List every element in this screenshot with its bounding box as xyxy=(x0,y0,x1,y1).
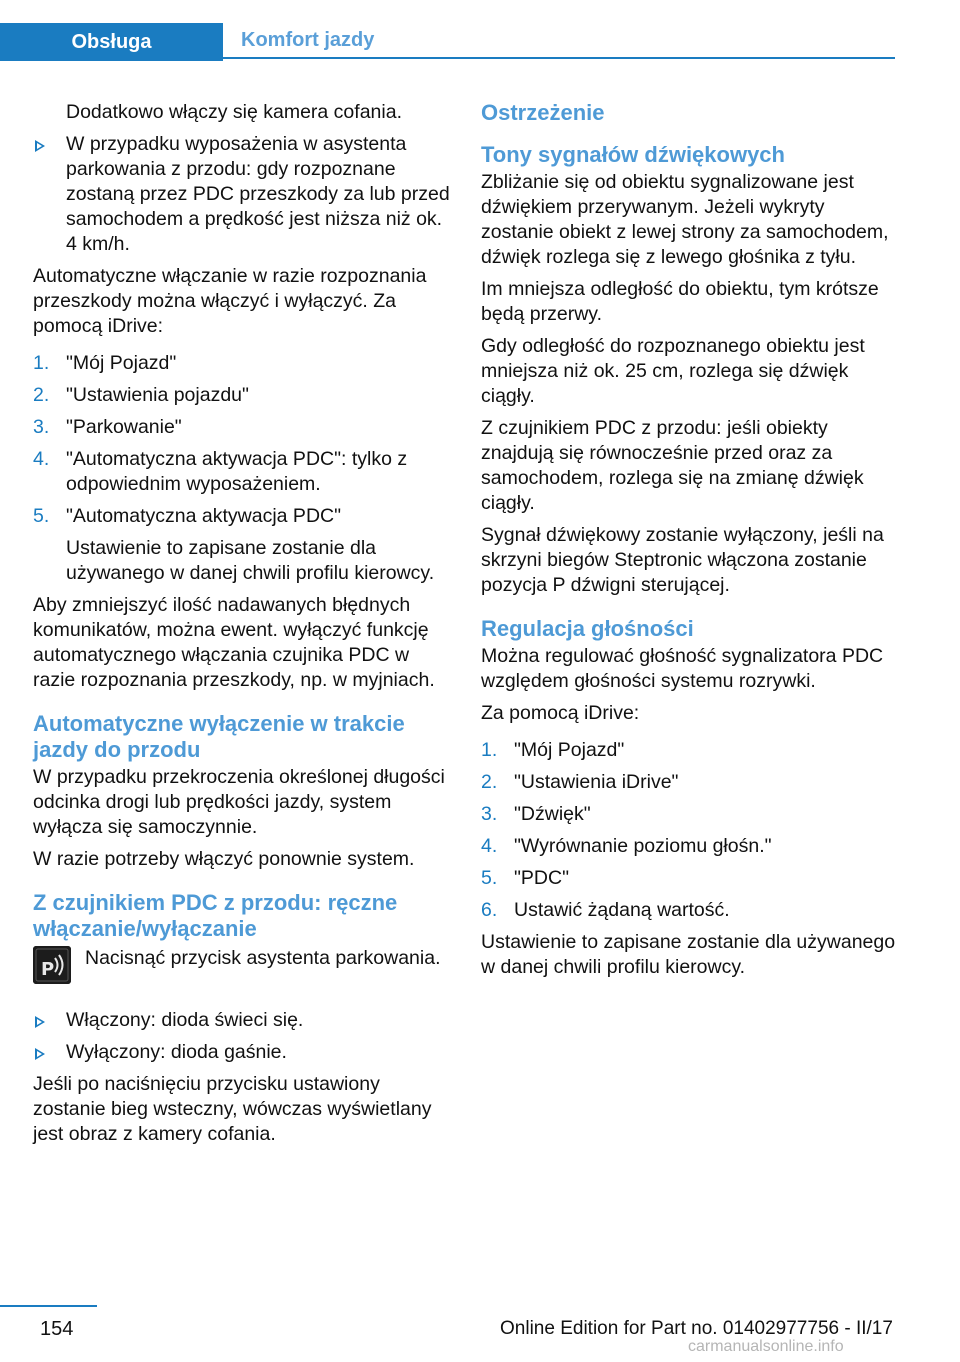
paragraph: W przypadku przekroczenia określonej długości odcinka drogi lub prędkości jazdy, system wyłącza się samoczynnie. xyxy=(33,766,445,838)
list-item xyxy=(481,834,901,859)
list-text: "Mój Pojazd" xyxy=(66,352,177,374)
paragraph: Z czujnikiem PDC z przodu: jeśli obiekty znajdują się równocześnie przed oraz za samochodem, rozlega się na zmianę dźwięk ciągły. xyxy=(481,417,864,514)
list-number: 5. xyxy=(33,505,50,527)
list-text: "Dźwięk" xyxy=(514,803,591,825)
paragraph: Gdy odległość do rozpoznanego obiektu jest mniejsza niż ok. 25 cm, rozlega się dźwięk ciągły. xyxy=(481,335,865,407)
bullet-item xyxy=(33,1040,453,1065)
paragraph: Dodatkowo włączy się kamera cofania. xyxy=(66,101,402,123)
section-heading: Tony sygnałów dźwiękowych xyxy=(481,142,785,167)
list-item xyxy=(481,770,901,795)
list-text: Ustawić żądaną wartość. xyxy=(514,899,730,921)
list-item xyxy=(33,383,453,408)
page-number: 154 xyxy=(40,1318,74,1340)
list-number: 5. xyxy=(481,867,498,889)
list-note: Ustawienie to zapisane zostanie dla używanego w danej chwili profilu kierowcy. xyxy=(66,537,435,584)
list-text: "Automatyczna aktywacja PDC" xyxy=(66,505,342,527)
list-number: 4. xyxy=(33,448,50,470)
section-heading: Automatyczne wyłączenie w trakcie jazdy do przodu xyxy=(33,711,405,762)
list-number: 4. xyxy=(481,835,498,857)
list-number: 2. xyxy=(33,384,50,406)
paragraph: Jeśli po naciśnięciu przycisku ustawiony zostanie bieg wsteczny, wówczas wyświetlany jest obraz z kamery cofania. xyxy=(33,1073,432,1145)
list-item xyxy=(33,447,453,497)
list-text: "Ustawienia iDrive" xyxy=(514,771,679,793)
paragraph: Ustawienie to zapisane zostanie dla używanego w danej chwili profilu kierowcy. xyxy=(481,931,896,978)
icon-description: Nacisnąć przycisk asystenta parkowania. xyxy=(85,947,441,969)
edition-text: Online Edition for Part no. 01402977756 - II/17 xyxy=(500,1318,893,1339)
right-column xyxy=(481,100,901,987)
parking-assistant-button-icon xyxy=(33,946,71,984)
paragraph: Można regulować głośność sygnalizatora PDC względem głośności systemu rozrywki. xyxy=(481,645,884,692)
list-item xyxy=(33,415,453,440)
triangle-bullet-icon xyxy=(35,1048,45,1060)
list-text: "PDC" xyxy=(514,867,570,889)
list-number: 3. xyxy=(33,416,50,438)
parking-button-row xyxy=(33,946,453,992)
triangle-bullet-icon xyxy=(35,140,45,152)
paragraph: Im mniejsza odległość do obiektu, tym krótsze będą przerwy. xyxy=(481,278,879,325)
bullet-item xyxy=(33,132,453,257)
triangle-bullet-icon xyxy=(35,1016,45,1028)
tab-komfort-jazdy[interactable]: Komfort jazdy xyxy=(223,23,895,59)
paragraph: Za pomocą iDrive: xyxy=(481,702,640,724)
list-text: "Mój Pojazd" xyxy=(514,739,625,761)
section-heading: Ostrzeżenie xyxy=(481,100,605,125)
list-text: "Ustawienia pojazdu" xyxy=(66,384,249,406)
list-text: "Wyrównanie poziomu głośn." xyxy=(514,835,772,857)
section-heading: Regulacja głośności xyxy=(481,616,694,641)
watermark: carmanualsonline.info xyxy=(688,1338,844,1355)
footer-divider xyxy=(0,1305,97,1307)
paragraph: Zbliżanie się od obiektu sygnalizowane jest dźwiękiem przerywanym. Jeżeli wykryty zostanie obiekt z lewej strony za samochodem, dźwięk rozlega się z lewego głośnika z tyłu. xyxy=(481,171,889,268)
list-number: 2. xyxy=(481,771,498,793)
list-text: "Automatyczna aktywacja PDC": tylko z odpowiednim wyposażeniem. xyxy=(66,448,408,495)
chapter-tabs xyxy=(0,23,895,61)
list-number: 6. xyxy=(481,899,498,921)
list-text: "Parkowanie" xyxy=(66,416,182,438)
list-item xyxy=(481,866,901,891)
list-number: 3. xyxy=(481,803,498,825)
list-number: 1. xyxy=(33,352,50,374)
tab-obsluga[interactable]: Obsługa xyxy=(0,23,223,61)
list-item xyxy=(481,738,901,763)
list-number: 1. xyxy=(481,739,498,761)
paragraph: Aby zmniejszyć ilość nadawanych błędnych komunikatów, można ewent. wyłączyć funkcję automatycznego włączania czujnika PDC w razie rozpoznania przeszkody, np. w myjniach. xyxy=(33,594,435,691)
bullet-text: Włączony: dioda świeci się. xyxy=(66,1009,304,1031)
svg-text:P: P xyxy=(41,959,55,980)
bullet-text: W przypadku wyposażenia w asystenta parkowania z przodu: gdy rozpoznane zostaną przez PDC przeszkody za lub przed samochodem a prędkość jest niższa niż ok. 4 km/h. xyxy=(66,133,450,255)
list-item xyxy=(33,504,453,529)
list-item xyxy=(481,898,901,923)
paragraph: Sygnał dźwiękowy zostanie wyłączony, jeśli na skrzyni biegów Steptronic włączona zostanie pozycja P dźwigni sterującej. xyxy=(481,524,884,596)
paragraph: Automatyczne włączanie w razie rozpoznania przeszkody można włączyć i wyłączyć. Za pomocą iDrive: xyxy=(33,265,427,337)
bullet-item xyxy=(33,1008,453,1033)
numbered-list xyxy=(481,738,901,923)
section-heading: Z czujnikiem PDC z przodu: ręczne włączanie/wyłączanie xyxy=(33,890,398,941)
paragraph: W razie potrzeby włączyć ponownie system. xyxy=(33,848,415,870)
left-column xyxy=(33,100,453,1154)
list-item xyxy=(481,802,901,827)
list-item xyxy=(33,351,453,376)
bullet-text: Wyłączony: dioda gaśnie. xyxy=(66,1041,287,1063)
numbered-list xyxy=(33,351,453,586)
